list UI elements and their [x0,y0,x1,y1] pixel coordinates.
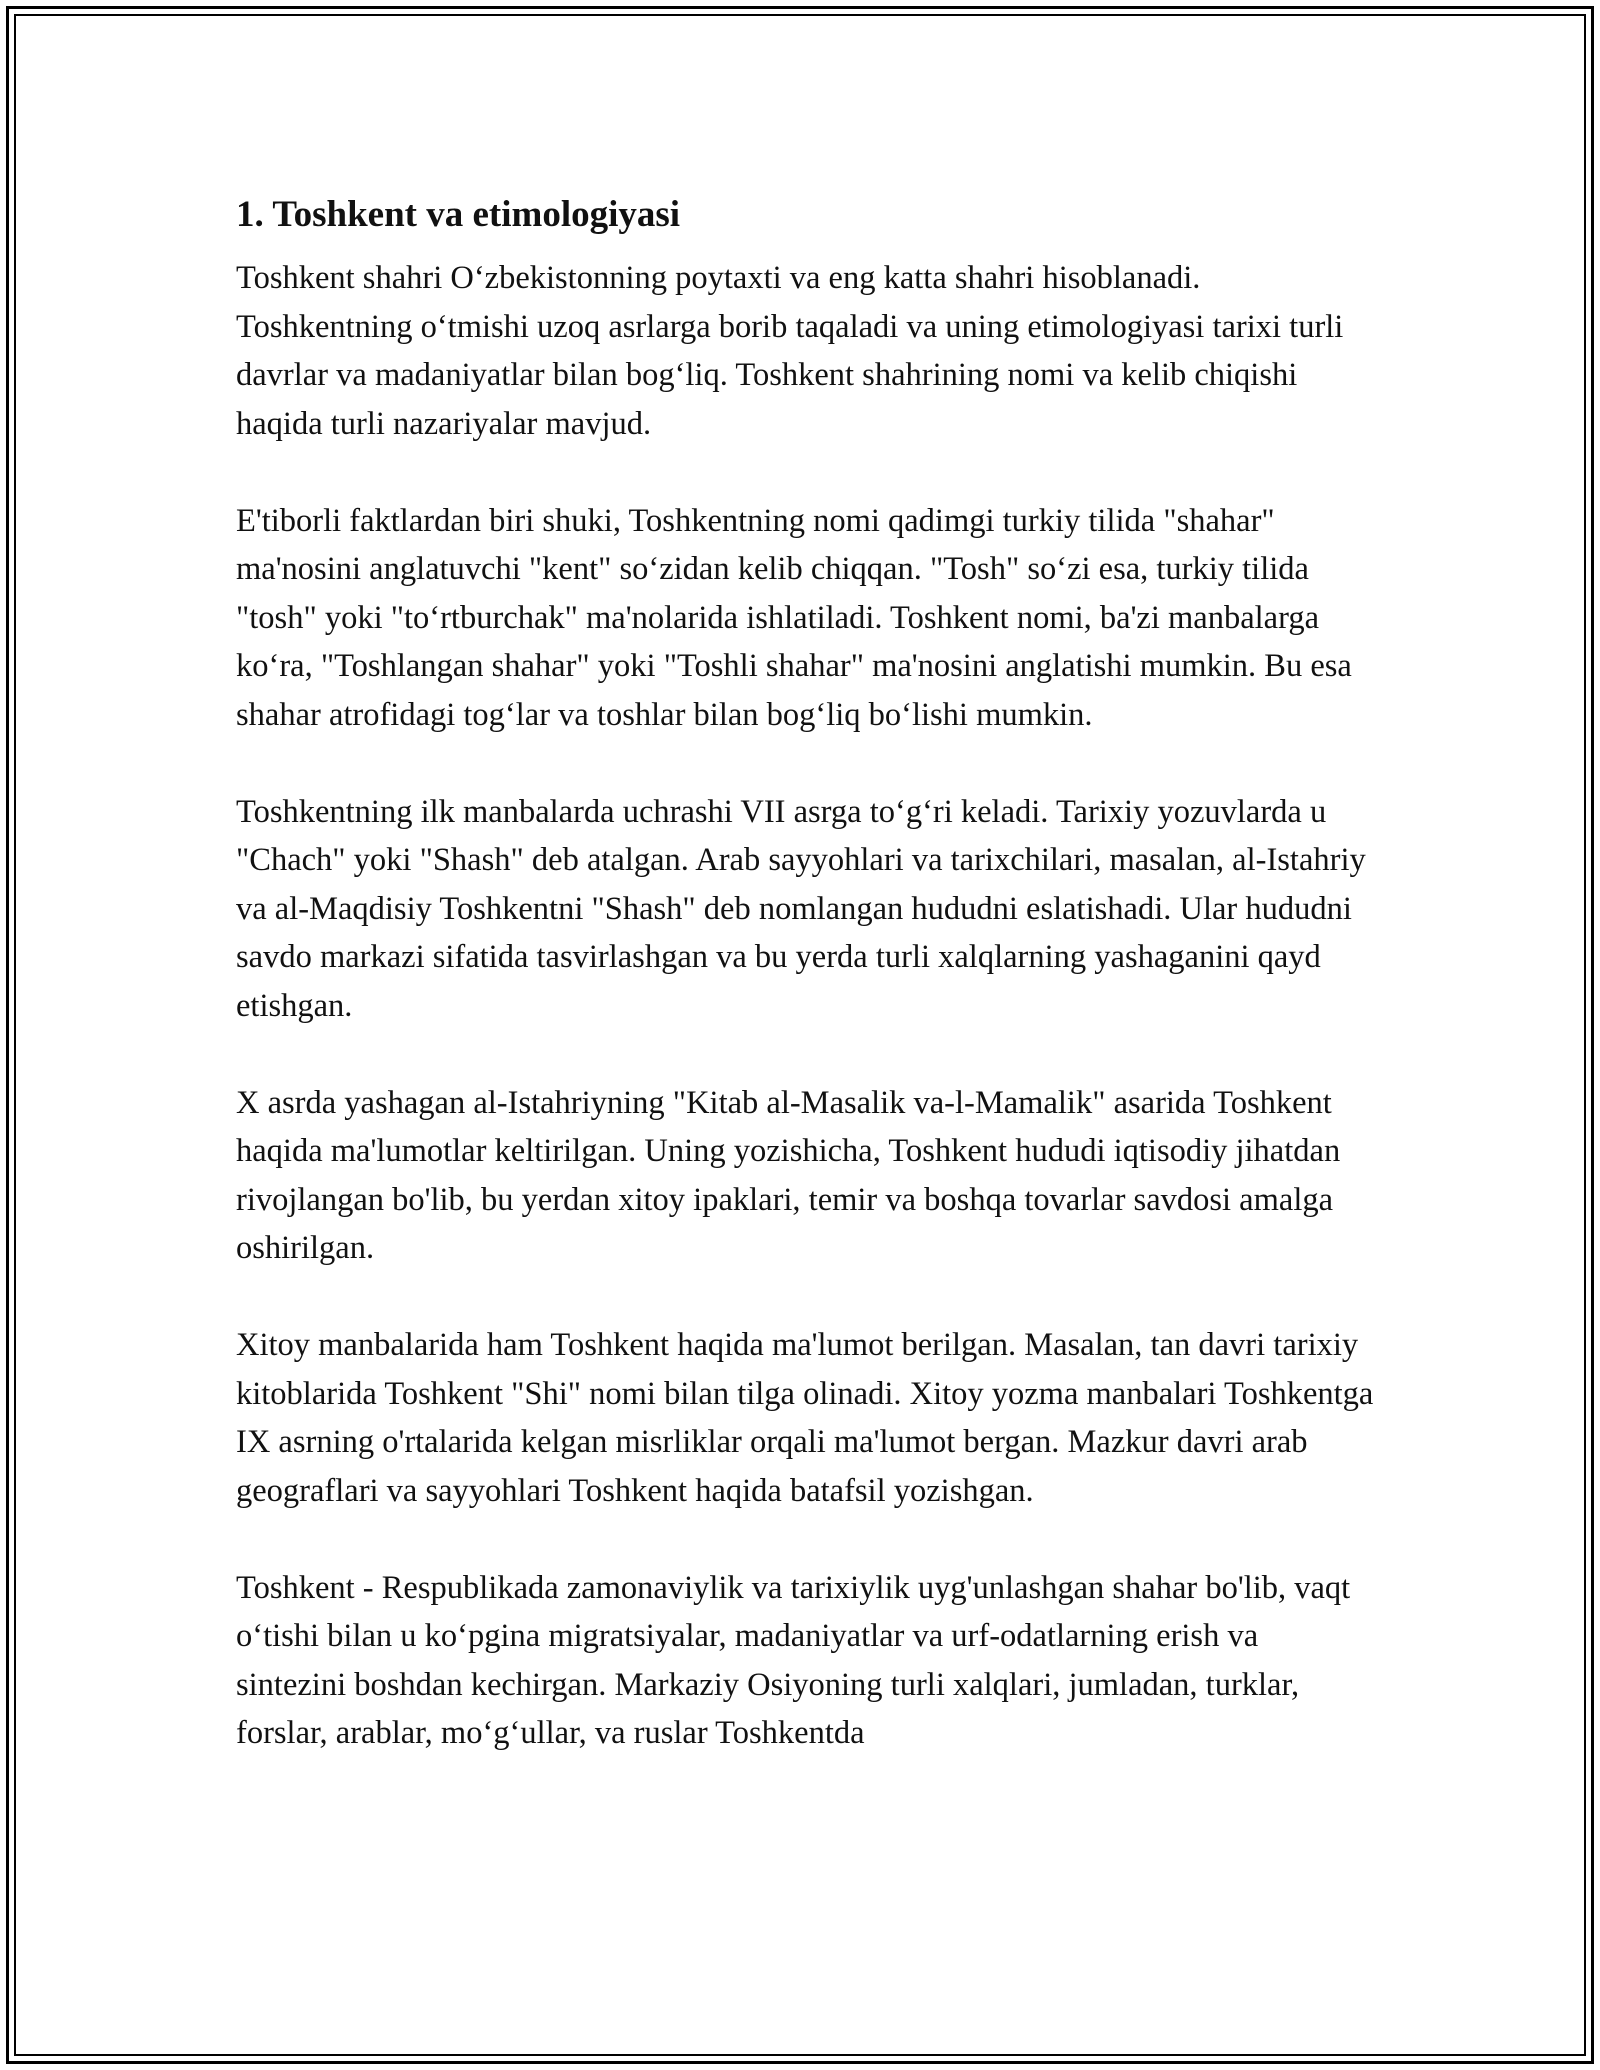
paragraph-3: Toshkentning ilk manbalarda uchrashi VII asrga to‘g‘ri keladi. Tarixiy yozuvlarda u "Chach" yoki "Shash" deb atalgan. Arab sayyohlari va tarixchilari, masalan, al-Istahriy va al-Maqdisiy Toshkentni "Shash" deb nomlangan hududni eslatishadi. Ular hududni savdo markazi sifatida tasvirlashgan va bu yerda turli xalqlarning yashaganini qayd etishgan. [236,793,1366,1024]
paragraph-2: E'tiborli faktlardan biri shuki, Toshkentning nomi qadimgi turkiy tilida "shahar" ma'nosini anglatuvchi "kent" so‘zidan kelib chiqqan. "Tosh" so‘zi esa, turkiy tilida "tosh" yoki "to‘rtburchak" ma'nolarida ishlatiladi. Toshkent nomi, ba'zi manbalarga ko‘ra, "Toshlangan shahar" yoki "Toshli shahar" ma'nosini anglatishi mumkin. Bu esa shahar atrofidagi tog‘lar va toshlar bilan bog‘liq bo‘lishi mumkin. [236,502,1352,733]
paragraph-1: Toshkent shahri O‘zbekistonning poytaxti va eng katta shahri hisoblanadi. Toshkentning o‘tmishi uzoq asrlarga borib taqaladi va uning etimologiyasi tarixi turli davrlar va madaniyatlar bilan bog‘liq. Toshkent shahrining nomi va kelib chiqishi haqida turli nazariyalar mavjud. [236,260,1344,442]
paragraph-6: Toshkent - Respublikada zamonaviylik va tarixiylik uyg'unlashgan shahar bo'lib, vaqt o‘tishi bilan u ko‘pgina migratsiyalar, madaniyatlar va urf-odatlarning erish va sintezini boshdan kechirgan. Markaziy Osiyoning turli xalqlari, jumladan, turklar, forslar, arablar, mo‘g‘ullar, va ruslar Toshkentda [236,1569,1351,1751]
section-heading: 1. Toshkent va etimologiyasi [236,194,681,235]
paragraph-4: X asrda yashagan al-Istahriyning "Kitab al-Masalik va-l-Mamalik" asarida Toshkent haqida ma'lumotlar keltirilgan. Uning yozishicha, Toshkent hududi iqtisodiy jihatdan rivojlangan bo'lib, bu yerdan xitoy ipaklari, temir va boshqa tovarlar savdosi amalga oshirilgan. [236,1084,1341,1266]
paragraph-5: Xitoy manbalarida ham Toshkent haqida ma'lumot berilgan. Masalan, tan davri tarixiy kitoblarida Toshkent "Shi" nomi bilan tilga olinadi. Xitoy yozma manbalari Toshkentga IX asrning o'rtalarida kelgan misrliklar orqali ma'lumot bergan. Mazkur davri arab geograflari va sayyohlari Toshkent haqida batafsil yozishgan. [236,1327,1374,1509]
document-body [236,188,1376,1806]
